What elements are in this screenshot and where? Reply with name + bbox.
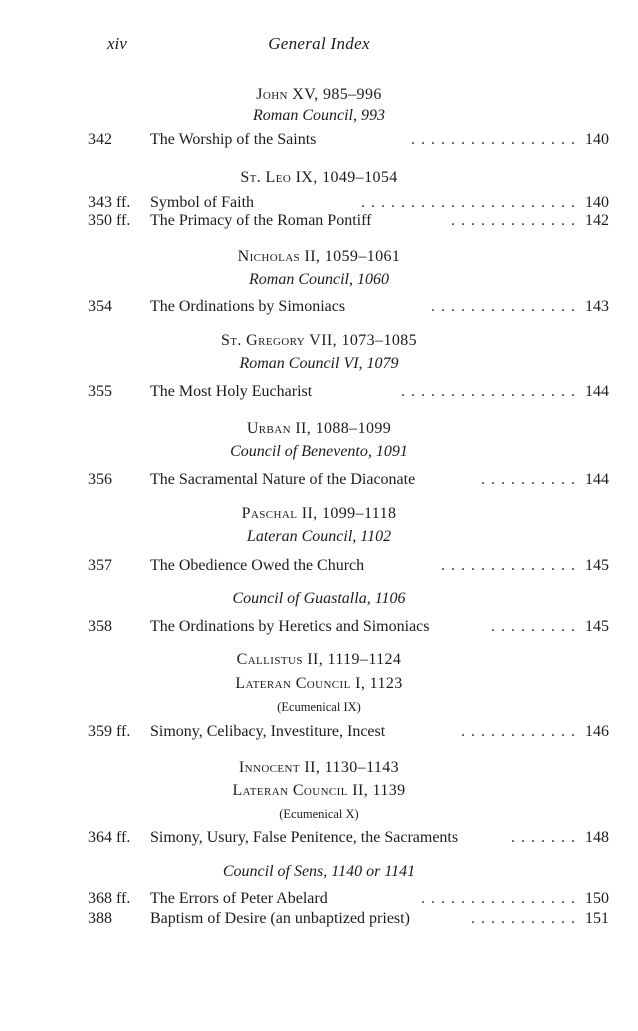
pontificate-heading: John XV, 985–996 [256,86,382,103]
entry-title: Simony, Celibacy, Investiture, Incest [150,723,386,740]
entry-page-number: 143 [585,298,609,315]
index-entry [0,211,638,231]
entry-title: The Worship of the Saints [150,131,317,148]
entry-title: The Most Holy Eucharist [150,383,313,400]
entry-number: 359 ff. [88,723,131,740]
entry-title: The Primacy of the Roman Pontiff [150,212,372,229]
pontificate-heading: Lateran Council I, 1123 [235,675,403,692]
entry-title: Simony, Usury, False Penitence, the Sacraments [150,829,459,846]
dot-leader: .......... [481,471,581,488]
entry-number: 364 ff. [88,829,131,846]
entry-number: 388 [88,910,112,927]
entry-page-number: 142 [585,212,609,229]
entry-page-number: 145 [585,618,609,635]
index-entry [0,556,638,576]
page-folio: xiv [107,34,127,53]
dot-leader: ................. [411,131,581,148]
entry-title: The Obedience Owed the Church [150,557,365,574]
pontificate-heading: St. Leo IX, 1049–1054 [240,169,398,186]
entry-title: Baptism of Desire (an unbaptized priest) [150,910,410,927]
entry-page-number: 144 [585,383,609,400]
entry-page-number: 140 [585,194,609,211]
council-note: (Ecumenical X) [279,807,359,821]
council-heading: Council of Benevento, 1091 [230,443,408,460]
pontificate-heading: St. Gregory VII, 1073–1085 [220,332,418,349]
index-entry [0,889,638,909]
dot-leader: ....... [511,829,581,846]
index-entry [0,470,638,490]
entry-title: Symbol of Faith [150,194,255,211]
pontificate-heading: Lateran Council II, 1139 [232,782,406,799]
entry-title: The Sacramental Nature of the Diaconate [150,471,416,488]
entry-page-number: 148 [585,829,609,846]
pontificate-heading: Innocent II, 1130–1143 [238,759,400,776]
index-entry [0,130,638,150]
entry-page-number: 144 [585,471,609,488]
page-title: General Index [268,34,370,53]
dot-leader: .............. [441,557,581,574]
entry-number: 343 ff. [88,194,131,211]
entry-number: 355 [88,383,112,400]
entry-number: 357 [88,557,112,574]
index-entry [0,722,638,742]
dot-leader: ........... [471,910,581,927]
dot-leader: ............. [451,212,581,229]
entry-number: 350 ff. [88,212,131,229]
entry-title: The Ordinations by Heretics and Simoniacs [150,618,430,635]
entry-page-number: 151 [585,910,609,927]
index-entry [0,617,638,637]
entry-title: The Ordinations by Simoniacs [150,298,346,315]
entry-number: 356 [88,471,112,488]
entry-number: 342 [88,131,112,148]
index-entry [0,828,638,848]
pontificate-heading: Nicholas II, 1059–1061 [237,248,401,265]
dot-leader: ............... [431,298,581,315]
running-head [0,34,638,58]
index-entry [0,382,638,402]
entry-page-number: 146 [585,723,609,740]
dot-leader: ............ [461,723,581,740]
pontificate-heading: Urban II, 1088–1099 [246,420,392,437]
dot-leader: .................. [401,383,581,400]
pontificate-heading: Callistus II, 1119–1124 [236,651,402,668]
council-heading: Council of Sens, 1140 or 1141 [222,863,416,880]
council-heading: Roman Council, 1060 [249,271,389,288]
entry-number: 368 ff. [88,890,131,907]
council-note: (Ecumenical IX) [277,700,361,714]
index-entry [0,297,638,317]
council-heading: Council of Guastalla, 1106 [232,590,406,607]
entry-page-number: 145 [585,557,609,574]
council-heading: Lateran Council, 1102 [246,528,392,545]
dot-leader: ......... [491,618,581,635]
entry-title: The Errors of Peter Abelard [150,890,328,907]
entry-page-number: 140 [585,131,609,148]
pontificate-heading: Paschal II, 1099–1118 [241,505,397,522]
entry-number: 354 [88,298,112,315]
entry-page-number: 150 [585,890,609,907]
entry-number: 358 [88,618,112,635]
index-entry [0,909,638,929]
council-heading: Roman Council VI, 1079 [239,355,399,372]
dot-leader: ................ [421,890,581,907]
dot-leader: ...................... [361,194,581,211]
index-entry [0,193,638,213]
council-heading: Roman Council, 993 [253,107,385,124]
